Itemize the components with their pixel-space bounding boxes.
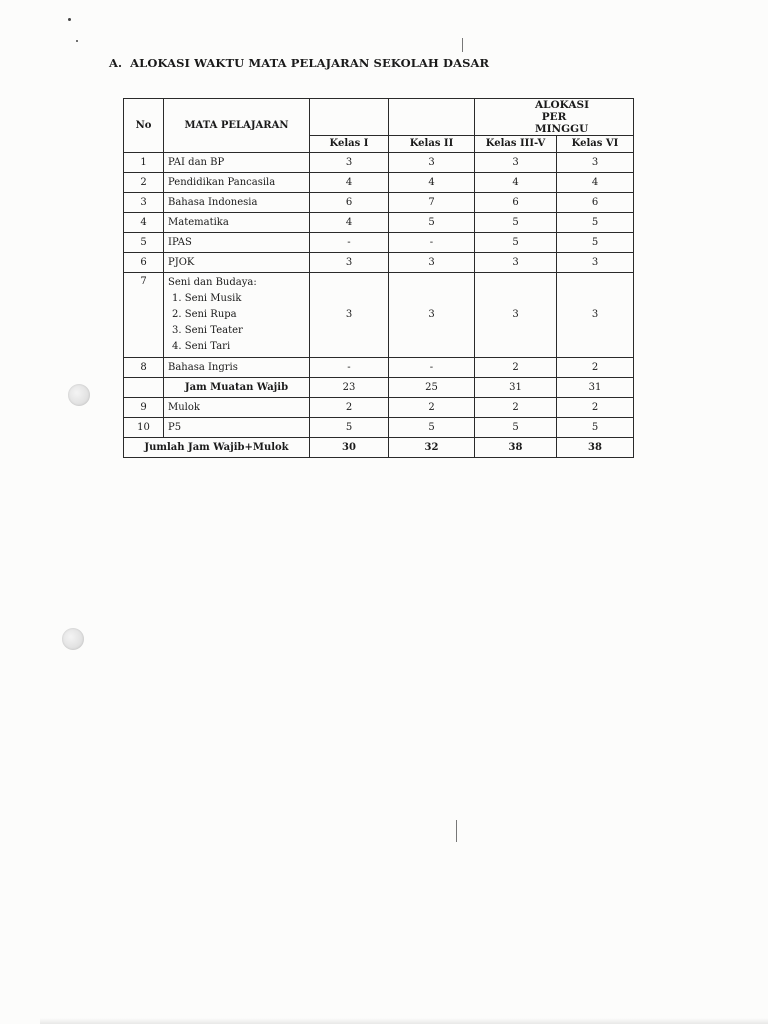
total-value: 38: [475, 438, 557, 458]
punch-hole: [62, 628, 84, 650]
row-value: -: [310, 358, 389, 378]
subitem: 4. Seni Tari: [172, 341, 231, 352]
row-value: 5: [389, 418, 475, 438]
row-subject: P5: [164, 418, 310, 438]
row-subject: Bahasa Indonesia: [164, 193, 310, 213]
row-value: 23: [310, 378, 389, 398]
table-row: [124, 253, 634, 273]
row-value: 3: [389, 153, 475, 173]
ink-speck: [68, 18, 71, 21]
row-subject: PJOK: [164, 253, 310, 273]
total-row: [124, 438, 634, 458]
subtotal-row: [124, 378, 634, 398]
row-value: 5: [557, 418, 634, 438]
table-row: [124, 418, 634, 438]
row-value: 3: [475, 273, 557, 358]
row-subject: IPAS: [164, 233, 310, 253]
row-subject-group: [164, 273, 310, 358]
row-no: 9: [124, 398, 164, 418]
row-value: 2: [310, 398, 389, 418]
table-row: [124, 193, 634, 213]
row-no: 1: [124, 153, 164, 173]
table-row: [124, 173, 634, 193]
row-value: 2: [389, 398, 475, 418]
table-row: [124, 358, 634, 378]
row-value: 3: [310, 253, 389, 273]
scan-mark: [456, 820, 457, 842]
total-value: 30: [310, 438, 389, 458]
row-value: 2: [475, 398, 557, 418]
row-value: -: [389, 358, 475, 378]
section-title: ALOKASI WAKTU MATA PELAJARAN SEKOLAH DASAR: [130, 56, 490, 70]
row-subject: Jam Muatan Wajib: [164, 378, 310, 398]
ink-speck: [76, 40, 78, 42]
section-letter: A.: [109, 56, 123, 70]
header-kelas-3-5: Kelas III-V: [475, 136, 557, 153]
row-no: [124, 378, 164, 398]
scan-edge: [40, 1018, 768, 1024]
header-kelas-6: Kelas VI: [557, 136, 634, 153]
header-kelas-1: Kelas I: [310, 136, 389, 153]
total-value: 32: [389, 438, 475, 458]
row-value: 5: [310, 418, 389, 438]
row-value: 3: [310, 153, 389, 173]
header-blank-1: [310, 99, 389, 136]
subject-sublist: [168, 275, 305, 355]
row-value: 3: [475, 153, 557, 173]
table-row: [124, 153, 634, 173]
row-value: 25: [389, 378, 475, 398]
row-value: 3: [557, 153, 634, 173]
row-value: 3: [389, 253, 475, 273]
row-value: 6: [557, 193, 634, 213]
table-row: [124, 398, 634, 418]
row-value: 2: [557, 398, 634, 418]
row-no: 5: [124, 233, 164, 253]
row-value: 31: [557, 378, 634, 398]
row-subject: PAI dan BP: [164, 153, 310, 173]
row-subject: Pendidikan Pancasila: [164, 173, 310, 193]
header-blank-2: [389, 99, 475, 136]
row-subject: Matematika: [164, 213, 310, 233]
row-value: 5: [389, 213, 475, 233]
row-value: 3: [310, 273, 389, 358]
header-allocation: ALOKASI PER MINGGU: [475, 99, 634, 136]
row-value: 4: [475, 173, 557, 193]
header-kelas-2: Kelas II: [389, 136, 475, 153]
row-value: 5: [475, 418, 557, 438]
row-value: 2: [475, 358, 557, 378]
row-no: 4: [124, 213, 164, 233]
row-value: -: [310, 233, 389, 253]
row-no: 8: [124, 358, 164, 378]
subitem: 1. Seni Musik: [172, 293, 242, 304]
row-no: 6: [124, 253, 164, 273]
header-no: No: [124, 99, 164, 153]
scan-mark: [462, 38, 463, 52]
row-value: 3: [557, 273, 634, 358]
table-row: [124, 273, 634, 358]
allocation-table: [123, 98, 634, 458]
row-value: 3: [557, 253, 634, 273]
row-value: 4: [557, 173, 634, 193]
row-value: 5: [557, 213, 634, 233]
row-no: 2: [124, 173, 164, 193]
row-subject: Mulok: [164, 398, 310, 418]
row-value: 5: [475, 213, 557, 233]
row-subject: Bahasa Ingris: [164, 358, 310, 378]
row-no: 10: [124, 418, 164, 438]
row-value: 4: [310, 213, 389, 233]
row-value: -: [389, 233, 475, 253]
row-value: 31: [475, 378, 557, 398]
subitem: 2. Seni Rupa: [172, 309, 237, 320]
row-value: 6: [475, 193, 557, 213]
subitem: 3. Seni Teater: [172, 325, 243, 336]
row-value: 2: [557, 358, 634, 378]
total-label: Jumlah Jam Wajib+Mulok: [124, 438, 310, 458]
row-value: 4: [310, 173, 389, 193]
row-value: 5: [557, 233, 634, 253]
row-value: 6: [310, 193, 389, 213]
table-row: [124, 233, 634, 253]
row-no: 3: [124, 193, 164, 213]
header-subject: MATA PELAJARAN: [164, 99, 310, 153]
table-row: [124, 213, 634, 233]
row-value: 5: [475, 233, 557, 253]
row-subject: Seni dan Budaya:: [168, 277, 257, 288]
row-value: 7: [389, 193, 475, 213]
page-title: [109, 56, 489, 70]
row-value: 3: [389, 273, 475, 358]
row-no: 7: [124, 273, 164, 358]
total-value: 38: [557, 438, 634, 458]
punch-hole: [68, 384, 90, 406]
row-value: 4: [389, 173, 475, 193]
row-value: 3: [475, 253, 557, 273]
